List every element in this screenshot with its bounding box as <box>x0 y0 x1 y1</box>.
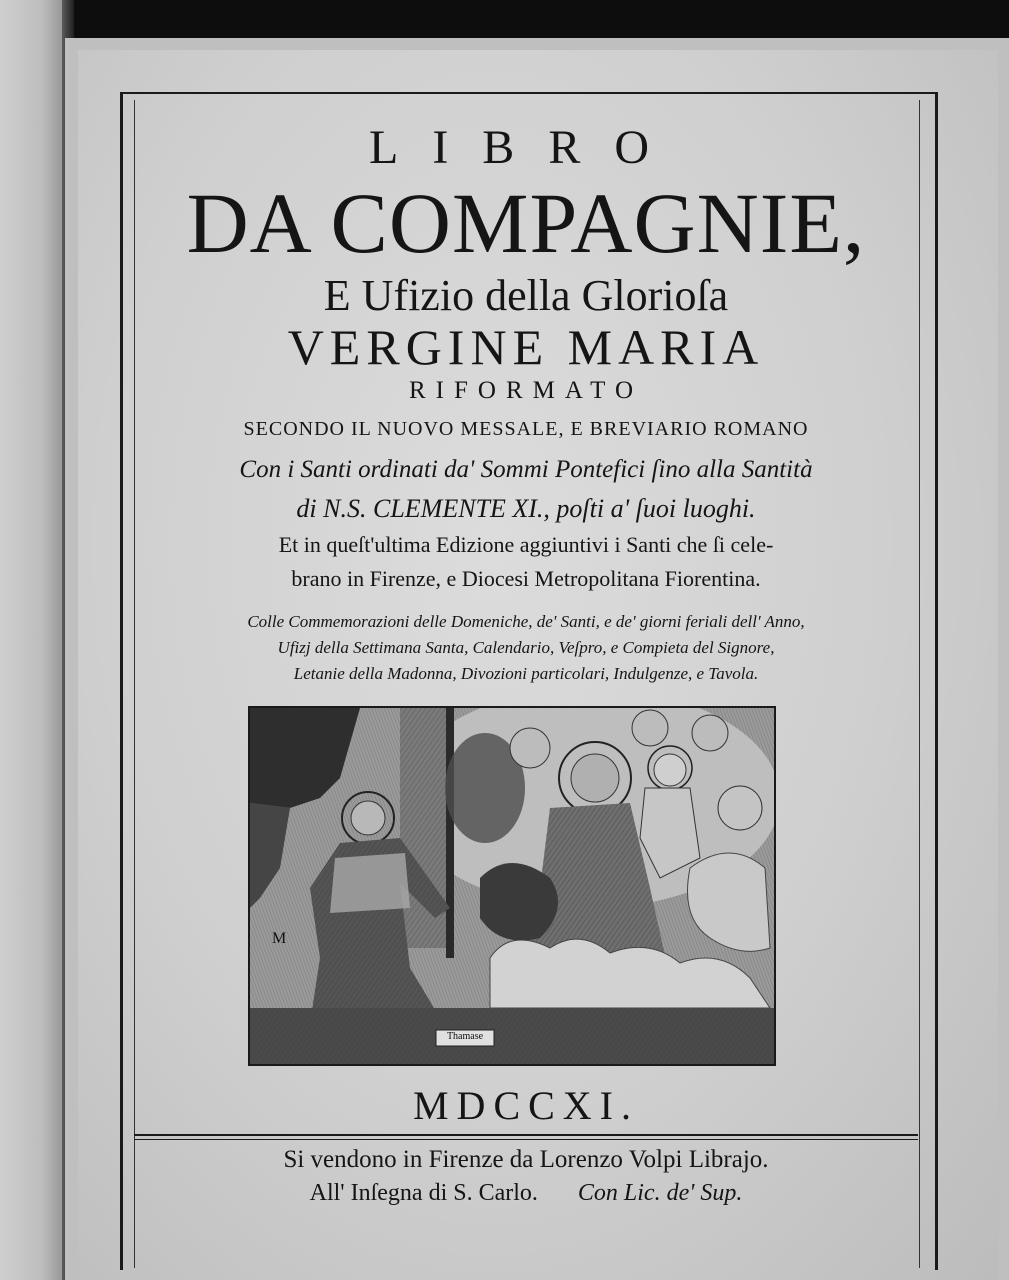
text-edizione-line1: Et in queſt'ultima Edizione aggiuntivi i Santi che ſi cele- <box>278 532 774 557</box>
book-spine <box>0 0 70 1280</box>
subtitle-vergine-maria: VERGINE MARIA <box>287 319 765 375</box>
publication-date: MDCCXI. <box>412 1083 640 1128</box>
text-contents-line1: Colle Commemorazioni delle Domeniche, de' Santi, e de' giorni feriali dell' Anno, <box>247 612 805 631</box>
title-libro: LIBRO <box>369 121 683 174</box>
engraving-illustration <box>250 708 774 1064</box>
text-clemente-line: di N.S. CLEMENTE XI., poſti a' ſuoi luoghi. <box>296 494 756 523</box>
imprint-rule-thin <box>134 1139 918 1140</box>
text-edizione-line2: brano in Firenze, e Diocesi Metropolitana Fiorentina. <box>291 566 761 591</box>
subtitle-riformato: RIFORMATO <box>408 377 644 404</box>
imprint-line2 <box>134 1180 918 1207</box>
engraving-madonna-child-saint <box>248 706 776 1066</box>
engraving-label: Thamase <box>446 1031 484 1042</box>
title-da-compagnie: DA COMPAGNIE, <box>186 175 866 271</box>
text-contents-line3: Letanie della Madonna, Divozioni particolari, Indulgenze, e Tavola. <box>293 664 759 683</box>
imprint-rule-thick <box>134 1134 918 1136</box>
imprint-insegna: All' Inſegna di S. Carlo. <box>309 1180 538 1206</box>
text-contents-line2: Ufizj della Settimana Santa, Calendario, Veſpro, e Compieta del Signore, <box>277 638 775 657</box>
text-santi-line: Con i Santi ordinati da' Sommi Pontefici ſino alla Santità <box>239 456 813 483</box>
imprint-licenza: Con Lic. de' Sup. <box>577 1180 743 1206</box>
engraving-monogram: M <box>272 930 287 947</box>
subtitle-ufizio: E Ufizio della Glorioſa <box>323 271 729 320</box>
subtitle-secondo: SECONDO IL NUOVO MESSALE, E BREVIARIO ROMANO <box>243 418 809 440</box>
imprint-line1: Si vendono in Firenze da Lorenzo Volpi Librajo. <box>283 1146 769 1173</box>
